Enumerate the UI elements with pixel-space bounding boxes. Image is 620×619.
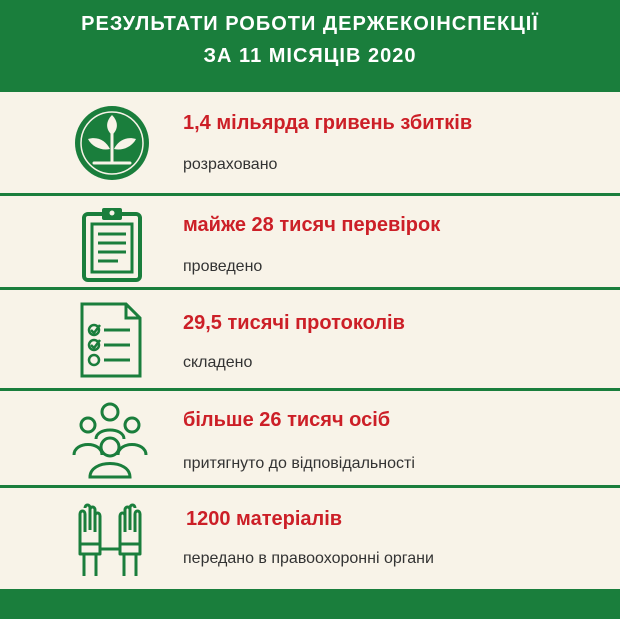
page-title: РЕЗУЛЬТАТИ РОБОТИ ДЕРЖЕКОІНСПЕКЦІЇ [81,13,539,35]
stat-headline: 1,4 мільярда гривень збитків [183,112,473,134]
footer-bar [0,589,620,619]
stat-headline: 1200 матеріалів [186,508,343,530]
handcuffed-hands-icon [70,498,150,578]
stat-row-inspections [0,196,620,287]
stat-headline: майже 28 тисяч перевірок [183,214,441,236]
stat-row-persons [0,391,620,485]
stat-subtext: розраховано [183,156,278,173]
checklist-document-icon [72,300,152,380]
stat-row-damages [0,92,620,193]
stat-subtext: складено [183,354,253,371]
stat-subtext: проведено [183,258,263,275]
stat-headline: 29,5 тисячі протоколів [183,312,405,334]
page-subtitle: ЗА 11 МІСЯЦІВ 2020 [203,45,417,67]
stat-row-protocols [0,290,620,388]
stat-subtext: передано в правоохоронні органи [183,550,434,567]
stat-row-materials [0,488,620,589]
people-group-icon [70,399,150,479]
header-banner [0,0,620,92]
stat-headline: більше 26 тисяч осіб [183,409,391,431]
stat-subtext: притягнуто до відповідальності [183,455,415,472]
eco-leaf-icon [72,103,152,183]
clipboard-icon [72,204,152,284]
